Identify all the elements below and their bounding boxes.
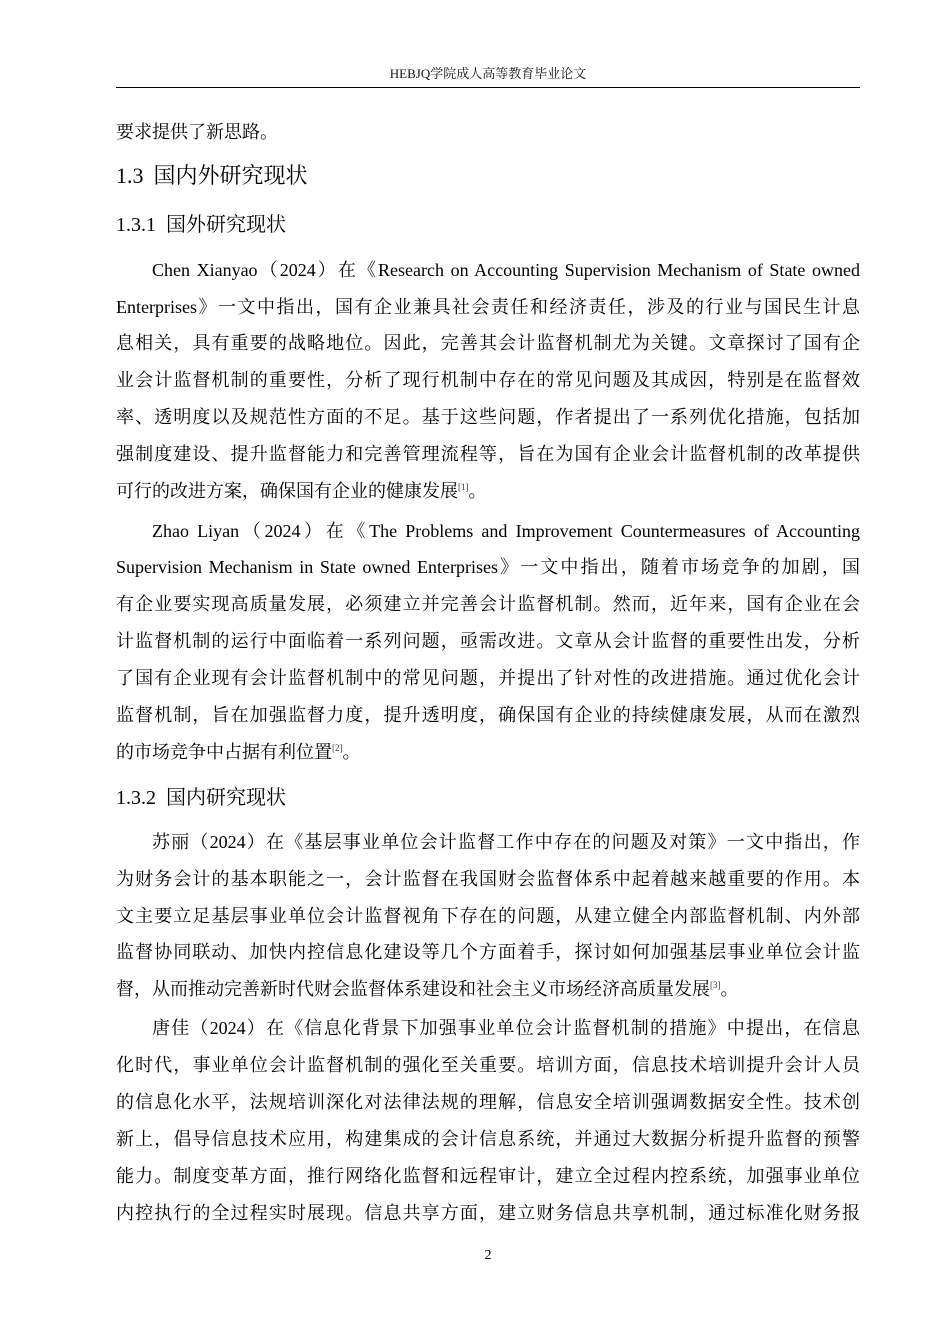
paragraph-line: 监督机制，旨在加强监督力度，提升透明度，确保国有企业的持续健康发展，从而在激烈 xyxy=(116,705,860,725)
paragraph-line: 为财务会计的基本职能之一，会计监督在我国财会监督体系中起着越来越重要的作用。本 xyxy=(116,869,860,889)
section-number: 1.3.1 xyxy=(116,214,156,236)
paragraph-last-line xyxy=(116,479,860,503)
paragraph-line: 监督协同联动、加快内控信息化建设等几个方面着手，探讨如何加强基层事业单位会计监 xyxy=(116,942,860,962)
section-number: 1.3.2 xyxy=(116,787,156,809)
end-punctuation: 。 xyxy=(342,742,361,762)
section-heading-1-3-1 xyxy=(116,212,286,238)
paragraph-line: 内控执行的全过程实时展现。信息共享方面，建立财务信息共享机制，通过标准化财务报 xyxy=(116,1203,860,1223)
paragraph-last-line xyxy=(116,977,860,1001)
paragraph-line: Supervision Mechanism in State owned Enterprises》一文中指出，随着市场竞争的加剧，国 xyxy=(116,557,860,577)
paragraph-line: 新上，倡导信息技术应用，构建集成的会计信息系统，并通过大数据分析提升监督的预警 xyxy=(116,1129,860,1149)
paragraph-line: 息相关，具有重要的战略地位。因此，完善其会计监督机制尤为关键。文章探讨了国有企 xyxy=(116,333,860,353)
paragraph-line: 强制度建设、提升监督能力和完善管理流程等，旨在为国有企业会计监督机制的改革提供 xyxy=(116,444,860,464)
citation-marker[interactable]: [1] xyxy=(458,482,469,492)
paragraph-line-text: 的市场竞争中占据有利位置 xyxy=(116,742,332,762)
section-heading-1-3 xyxy=(116,162,308,190)
end-punctuation: 。 xyxy=(720,979,739,999)
paragraph-line: 唐佳（2024）在《信息化背景下加强事业单位会计监督机制的措施》中提出，在信息 xyxy=(152,1018,860,1038)
paragraph-last-line xyxy=(116,740,860,764)
section-title: 国内外研究现状 xyxy=(153,163,308,188)
header-divider xyxy=(116,87,860,88)
citation-marker[interactable]: [2] xyxy=(332,743,343,753)
paragraph-line: 的信息化水平，法规培训深化对法律法规的理解，信息安全培训强调数据安全性。技术创 xyxy=(116,1092,860,1112)
continued-text: 要求提供了新思路。 xyxy=(116,122,278,142)
paragraph-line: Zhao Liyan（2024）在《The Problems and Improvement Countermeasures of Accounting xyxy=(152,521,860,541)
paragraph-line: 计监督机制的运行中面临着一系列问题，亟需改进。文章从会计监督的重要性出发，分析 xyxy=(116,631,860,651)
paragraph-line: 文主要立足基层事业单位会计监督视角下存在的问题，从建立健全内部监督机制、内外部 xyxy=(116,906,860,926)
paragraph-line: Chen Xianyao（2024）在《Research on Accounting Supervision Mechanism of State owned xyxy=(152,260,860,280)
paragraph-line: 能力。制度变革方面，推行网络化监督和远程审计，建立全过程内控系统，加强事业单位 xyxy=(116,1166,860,1186)
paragraph-line: 苏丽（2024）在《基层事业单位会计监督工作中存在的问题及对策》一文中指出，作 xyxy=(152,832,860,852)
page-number: 2 xyxy=(484,1248,492,1263)
running-header: HEBJQ学院成人高等教育毕业论文 xyxy=(389,66,587,81)
paragraph-line-text: 督，从而推动完善新时代财会监督体系建设和社会主义市场经济高质量发展 xyxy=(116,979,710,999)
section-title: 国内研究现状 xyxy=(166,787,286,809)
paragraph-line: 率、透明度以及规范性方面的不足。基于这些问题，作者提出了一系列优化措施，包括加 xyxy=(116,407,860,427)
paragraph-line: 了国有企业现有会计监督机制中的常见问题，并提出了针对性的改进措施。通过优化会计 xyxy=(116,668,860,688)
paragraph-line: 有企业要实现高质量发展，必须建立并完善会计监督机制。然而，近年来，国有企业在会 xyxy=(116,594,860,614)
paragraph-line: 业会计监督机制的重要性，分析了现行机制中存在的常见问题及其成因，特别是在监督效 xyxy=(116,370,860,390)
end-punctuation: 。 xyxy=(468,481,487,501)
paragraph-line-text: 可行的改进方案，确保国有企业的健康发展 xyxy=(116,481,458,501)
citation-marker[interactable]: [3] xyxy=(710,980,721,990)
section-number: 1.3 xyxy=(116,163,144,188)
section-heading-1-3-2 xyxy=(116,785,286,811)
paragraph-line: 化时代，事业单位会计监督机制的强化至关重要。培训方面，信息技术培训提升会计人员 xyxy=(116,1055,860,1075)
section-title: 国外研究现状 xyxy=(166,214,286,236)
paragraph-line: Enterprises》一文中指出，国有企业兼具社会责任和经济责任，涉及的行业与国民生计息 xyxy=(116,297,860,317)
